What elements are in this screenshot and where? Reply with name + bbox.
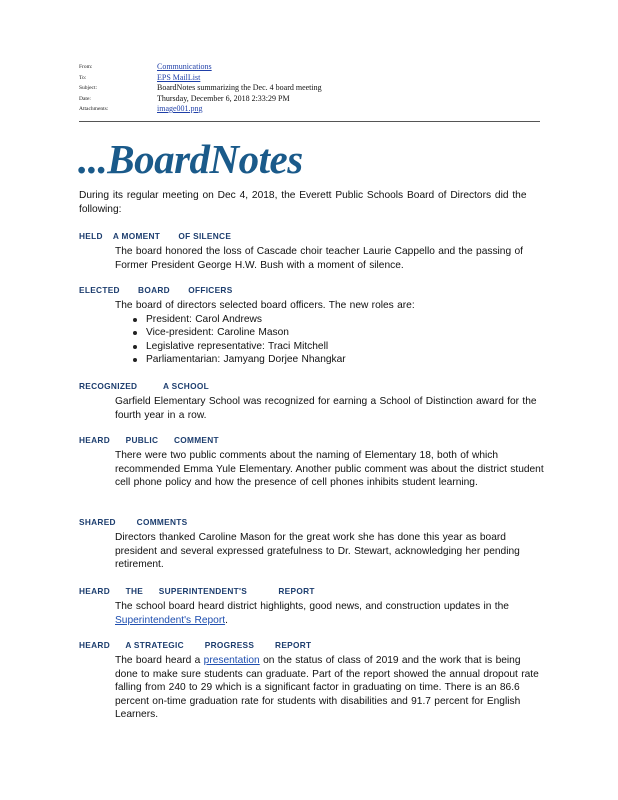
section-body xyxy=(115,299,544,367)
section-public-comment xyxy=(79,435,544,490)
email-attachments-row xyxy=(79,104,539,115)
section-heading: SHARED COMMENTS xyxy=(79,517,188,527)
section-heading: ELECTED BOARD OFFICERS xyxy=(79,285,233,295)
to-label: To: xyxy=(79,74,87,81)
from-label: From: xyxy=(79,64,93,70)
attachments-label: Attachments: xyxy=(79,106,109,112)
section-heading: HEARD THE SUPERINTENDENT'S REPORT xyxy=(79,586,315,596)
section-shared-comments xyxy=(79,517,544,572)
list-item: Vice-president: Caroline Mason xyxy=(131,326,544,340)
body-text: The board heard a xyxy=(115,655,204,666)
section-body: Garfield Elementary School was recognized for earning a School of Distinction award for the fourth year in a row. xyxy=(115,396,537,421)
officer-list xyxy=(115,313,544,367)
subject-value: BoardNotes summarizing the Dec. 4 board meeting xyxy=(157,83,322,92)
section-recognized-school xyxy=(79,381,544,422)
section-superintendent-report xyxy=(79,586,544,627)
list-item: Parliamentarian: Jamyang Dorjee Nhangkar xyxy=(131,353,544,367)
date-label: Date: xyxy=(79,95,91,102)
section-held-moment xyxy=(79,231,544,272)
list-item: Legislative representative: Traci Mitchell xyxy=(131,340,544,354)
superintendents-report-link[interactable]: Superintendent's Report xyxy=(115,614,226,626)
page-title: ...BoardNotes xyxy=(78,136,303,182)
section-body xyxy=(115,654,544,722)
subject-label: Subject: xyxy=(79,85,98,91)
section-strategic-progress xyxy=(79,640,544,722)
email-to-row xyxy=(79,73,539,84)
presentation-link[interactable]: presentation xyxy=(203,655,260,666)
section-body: Directors thanked Caroline Mason for the great work she has done this year as board president and several expressed gratefulness to Dr. Stewart, acknowledging her pending retirement. xyxy=(115,532,520,571)
email-date-row xyxy=(79,94,539,105)
from-link[interactable]: Communications xyxy=(157,62,212,71)
section-heading: RECOGNIZED A SCHOOL xyxy=(79,381,209,391)
body-text-end: . xyxy=(225,614,228,626)
section-body xyxy=(115,600,544,627)
attachment-link[interactable]: image001.png xyxy=(157,104,203,113)
section-intro-text: The board of directors selected board officers. The new roles are: xyxy=(115,300,415,311)
list-item: President: Carol Andrews xyxy=(131,313,544,327)
section-body: There were two public comments about the naming of Elementary 18, both of which recommended Emma Yule Elementary. Another public comment was about the district student cell phone policy and how the presence of cell phones inhibits student learning. xyxy=(115,450,544,489)
email-from-row xyxy=(79,62,539,73)
section-body: The board honored the loss of Cascade choir teacher Laurie Cappello and the passing of Former President George H.W. Bush with a moment of silence. xyxy=(115,246,523,271)
email-subject-row xyxy=(79,83,539,94)
to-link[interactable]: EPS MailList xyxy=(157,72,201,82)
section-heading: HEARD A STRATEGIC PROGRESS REPORT xyxy=(79,640,312,650)
body-text-end: on the status of class of 2019 and the work that is being done to make sure students can graduate. Part of the report showed the annual dropout rate falling from 240 to 29 which is a significant factor in graduating on time. There is an 86.6 percent on-time graduation rate for students with disabilities and 91.7 percent for English Learners. xyxy=(115,655,539,721)
email-header xyxy=(79,62,539,115)
header-divider xyxy=(79,121,540,122)
section-heading: HELD A MOMENT OF SILENCE xyxy=(79,231,232,241)
section-heading: HEARD PUBLIC COMMENT xyxy=(79,435,219,445)
date-value: Thursday, December 6, 2018 2:33:29 PM xyxy=(157,93,290,103)
body-text: The school board heard district highlights, good news, and construction updates in the xyxy=(115,601,509,612)
intro-paragraph: During its regular meeting on Dec 4, 2018, the Everett Public Schools Board of Directors did the following: xyxy=(79,190,527,215)
section-elected-officers xyxy=(79,285,544,367)
